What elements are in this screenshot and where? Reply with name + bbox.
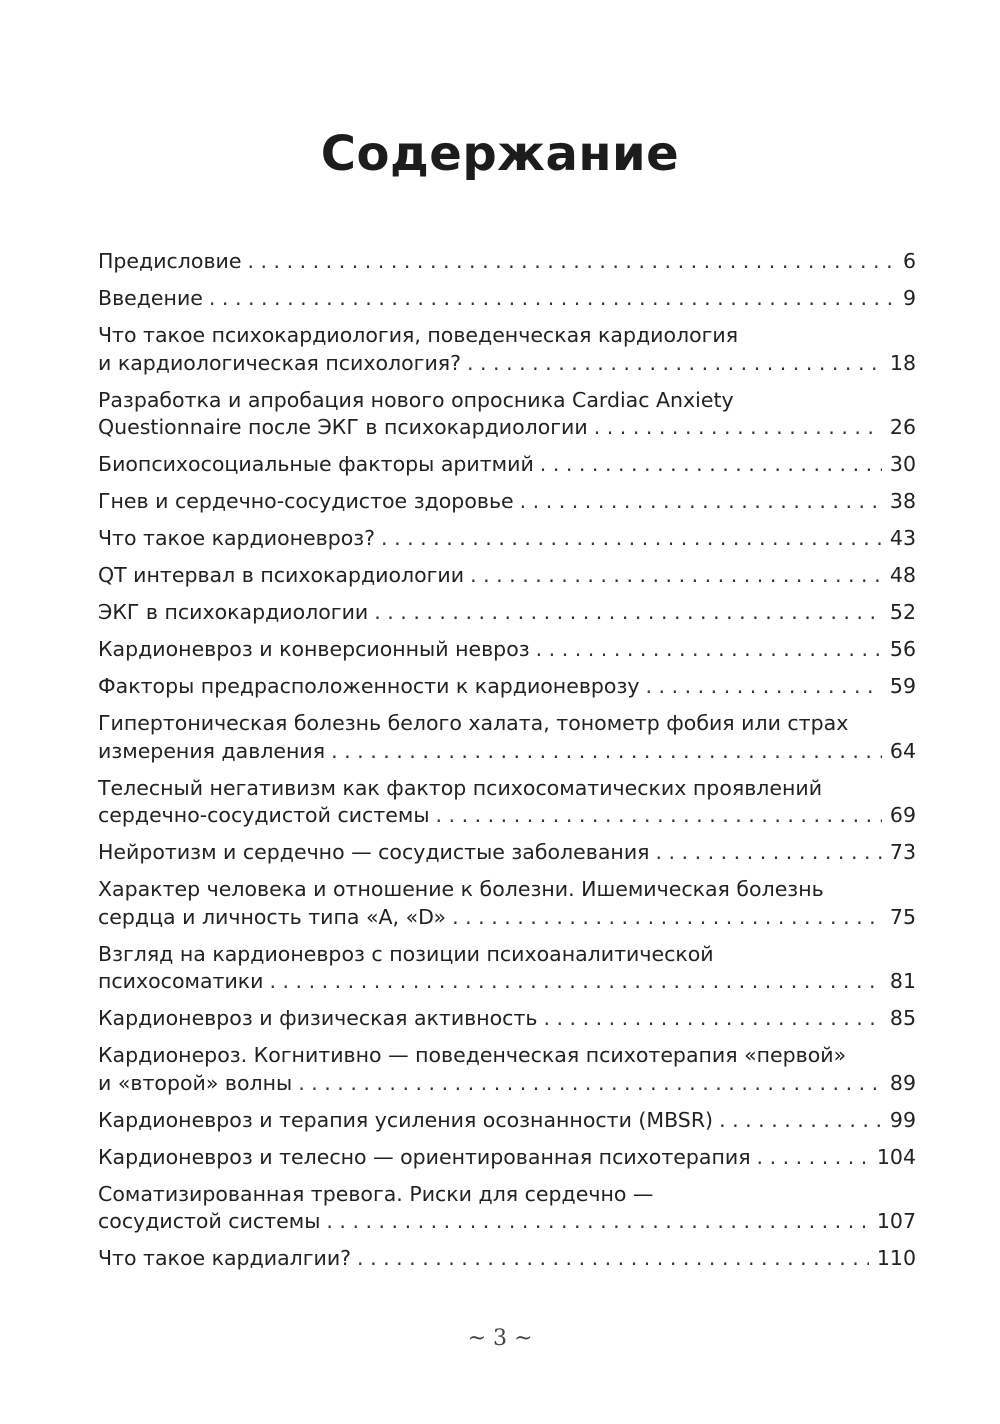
toc-entry-row [98,1144,916,1172]
toc-entry-title: Кардионевроз и телесно — ориентированная психотерапия [98,1144,751,1169]
toc-entry-row [98,636,916,664]
dot-leader [719,1107,882,1135]
toc-entry-page-number: 48 [889,563,916,587]
toc-entry [98,636,916,664]
dot-leader [298,1070,882,1098]
toc-entry-title: Предисловие [98,249,242,273]
toc-entry-title-line: Разработка и апробация нового опросника Cardiac Anxiety [98,387,734,412]
toc-entry [98,387,916,442]
toc-entry-title-line: Телесный негативизм как фактор психосоматических проявлений [98,775,823,800]
dot-leader [326,1208,868,1236]
dot-leader [594,414,882,442]
dot-leader [470,562,882,590]
toc-entry [98,839,916,867]
toc-entry-row [98,285,916,313]
toc-entry-row [98,488,916,516]
toc-entry [98,488,916,516]
page-title: Содержание [320,126,680,182]
table-of-contents [98,248,916,1282]
toc-entry-row [98,802,916,830]
toc-entry [98,775,916,830]
toc-entry-page-number: 30 [889,452,916,476]
toc-entry-row [98,968,916,996]
dot-leader [536,636,882,664]
toc-entry-title: Введение [98,286,203,310]
toc-entry-page-number: 104 [876,1144,916,1169]
toc-entry [98,285,916,313]
toc-entry-page-number: 18 [889,350,916,375]
toc-entry-page-number: 38 [889,489,916,513]
toc-entry [98,1144,916,1172]
toc-entry-page-number: 85 [889,1006,916,1030]
toc-entry-title: сердца и личность типа «А, «D» [98,904,447,929]
toc-entry-row [98,1245,916,1273]
page-number: ~ 3 ~ [467,1326,533,1351]
toc-entry-page-number: 59 [889,674,916,698]
dot-leader [452,904,882,932]
toc-entry [98,710,916,765]
toc-entry-row [98,673,916,701]
toc-entry-title: Биопсихосоциальные факторы аритмий [98,452,534,476]
dot-leader [543,1005,881,1033]
toc-entry-row [98,1005,916,1033]
dot-leader [540,451,882,479]
toc-entry-page-number: 52 [889,600,916,624]
toc-entry [98,1181,916,1236]
toc-entry-page-number: 75 [889,904,916,929]
toc-entry [98,248,916,276]
toc-entry-row [98,1208,916,1236]
toc-entry [98,941,916,996]
toc-entry-row [98,1070,916,1098]
toc-entry-row [98,248,916,276]
toc-entry-row [98,414,916,442]
toc-entry-row [98,350,916,378]
toc-entry [98,599,916,627]
toc-entry-row [98,904,916,932]
toc-entry-page-number: 56 [889,637,916,661]
dot-leader [655,839,881,867]
toc-entry-page-number: 64 [889,738,916,763]
dot-leader [247,248,894,276]
toc-entry-title: измерения давления [98,738,326,763]
toc-entry-row [98,599,916,627]
toc-entry-title: QT интервал в психокардиологии [98,563,465,587]
toc-entry-page-number: 6 [902,249,916,273]
toc-entry-title: и «второй» волны [98,1070,293,1095]
toc-entry-title: Questionnaire после ЭКГ в психокардиологии [98,415,588,439]
toc-entry-title-line: Соматизированная тревога. Риски для сердечно — [98,1181,654,1206]
toc-entry-title: Что такое кардиалгии? [98,1246,352,1270]
dot-leader [357,1245,869,1273]
toc-entry-title: Кардионевроз и конверсионный невроз [98,637,530,661]
toc-entry-row [98,839,916,867]
toc-entry-row [98,738,916,766]
toc-entry-title: Кардионевроз и терапия усиления осознанности (MBSR) [98,1107,714,1132]
toc-entry-row [98,525,916,553]
toc-entry-row [98,451,916,479]
toc-entry-title-line: Кардионероз. Когнитивно — поведенческая психотерапия «первой» [98,1043,847,1067]
toc-entry-title: Факторы предрасположенности к кардионеврозу [98,674,640,698]
dot-leader [269,968,881,996]
toc-entry-title-line: Что такое психокардиология, поведенческая кардиология [98,323,739,347]
dot-leader [520,488,882,516]
toc-entry-title: Кардионевроз и физическая активность [98,1006,538,1030]
toc-entry [98,1107,916,1135]
toc-entry [98,876,916,931]
dot-leader [646,673,882,701]
dot-leader [381,525,882,553]
dot-leader [467,350,882,378]
dot-leader [209,285,895,313]
toc-entry-page-number: 69 [889,803,916,827]
toc-entry [98,451,916,479]
toc-entry-title: психосоматики [98,969,264,993]
toc-entry-title: Что такое кардионевроз? [98,526,376,550]
toc-entry-title: Нейротизм и сердечно — сосудистые заболевания [98,840,650,864]
toc-entry-page-number: 89 [889,1070,916,1095]
toc-entry-page-number: 107 [876,1209,916,1233]
toc-entry-page-number: 73 [889,840,916,864]
toc-entry [98,322,916,377]
toc-entry-title: Гнев и сердечно-сосудистое здоровье [98,489,514,513]
toc-entry-page-number: 26 [889,415,916,439]
toc-entry-page-number: 81 [889,969,916,993]
toc-entry-page-number: 99 [889,1107,916,1132]
toc-entry-page-number: 9 [902,286,916,310]
toc-entry [98,562,916,590]
toc-entry [98,1042,916,1097]
toc-entry-title-line: Гипертоническая болезнь белого халата, тонометр фобия или страх [98,711,849,735]
toc-entry [98,1245,916,1273]
toc-entry-title: и кардиологическая психология? [98,350,461,375]
toc-entry-row [98,1107,916,1135]
toc-entry-page-number: 110 [876,1246,916,1270]
toc-entry-title-line: Характер человека и отношение к болезни. Ишемическая болезнь [98,877,824,901]
toc-entry-title: сердечно-сосудистой системы [98,803,430,827]
toc-entry [98,1005,916,1033]
dot-leader [757,1144,869,1172]
toc-entry [98,673,916,701]
toc-entry-title: сосудистой системы [98,1209,321,1233]
toc-entry [98,525,916,553]
dot-leader [331,738,882,766]
toc-entry-title: ЭКГ в психокардиологии [98,600,369,624]
toc-entry-title-line: Взгляд на кардионевроз с позиции психоаналитической [98,941,714,966]
dot-leader [436,802,882,830]
toc-entry-row [98,562,916,590]
dot-leader [374,599,882,627]
toc-entry-page-number: 43 [889,526,916,550]
